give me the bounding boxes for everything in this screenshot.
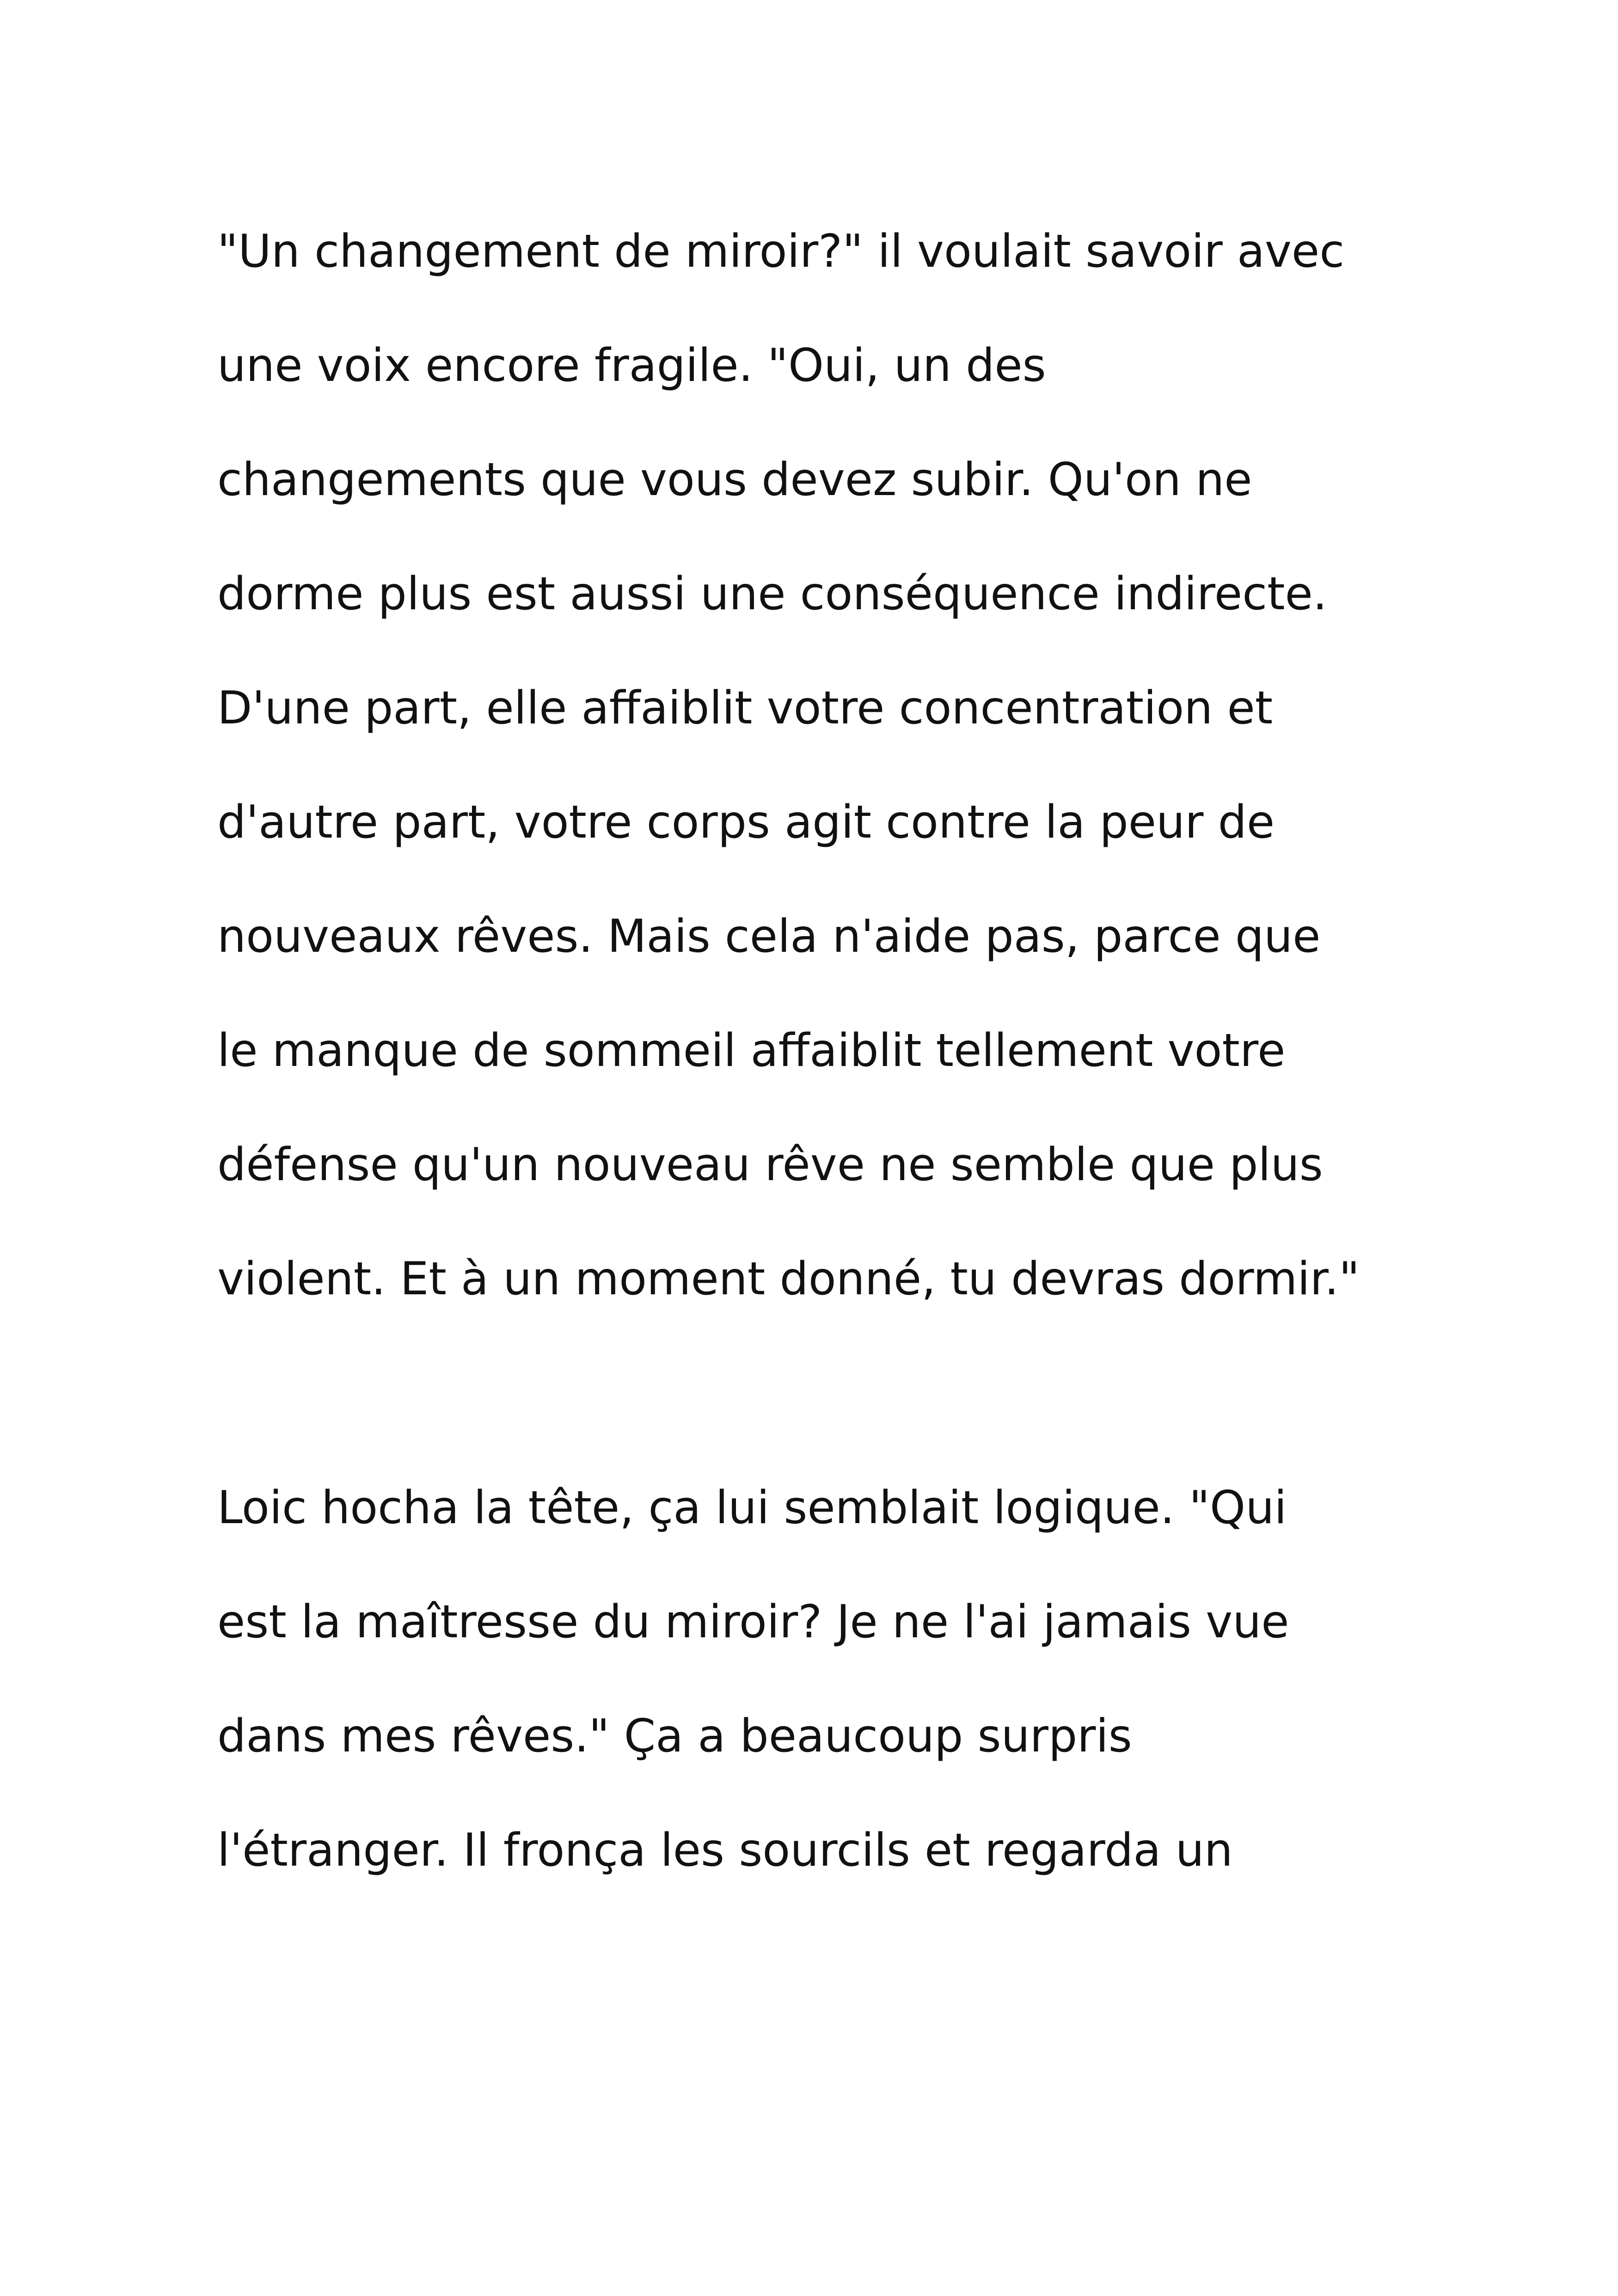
text-line: d'autre part, votre corps agit contre la peur de (217, 796, 1275, 849)
text-line: une voix encore fragile. "Oui, un des (217, 339, 1046, 392)
text-line: Loic hocha la tête, ça lui semblait logique. "Qui (217, 1482, 1287, 1534)
text-line: l'étranger. Il fronça les sourcils et regarda un (217, 1824, 1233, 1877)
paragraph-2 (217, 1451, 1465, 1908)
text-line: est la maîtresse du miroir? Je ne l'ai jamais vue (217, 1596, 1289, 1648)
text-line: dorme plus est aussi une conséquence indirecte. (217, 568, 1327, 620)
text-line: D'une part, elle affaiblit votre concentration et (217, 682, 1273, 735)
text-line: défense qu'un nouveau rêve ne semble que plus (217, 1139, 1323, 1191)
text-line: le manque de sommeil affaiblit tellement votre (217, 1024, 1286, 1077)
text-line: nouveaux rêves. Mais cela n'aide pas, parce que (217, 910, 1321, 963)
text-line: dans mes rêves." Ça a beaucoup surpris (217, 1710, 1132, 1763)
paragraph-1 (217, 195, 1465, 1336)
text-line: violent. Et à un moment donné, tu devras dormir." (217, 1253, 1360, 1305)
text-line: "Un changement de miroir?" il voulait savoir avec (217, 225, 1345, 278)
text-line: changements que vous devez subir. Qu'on ne (217, 453, 1252, 506)
